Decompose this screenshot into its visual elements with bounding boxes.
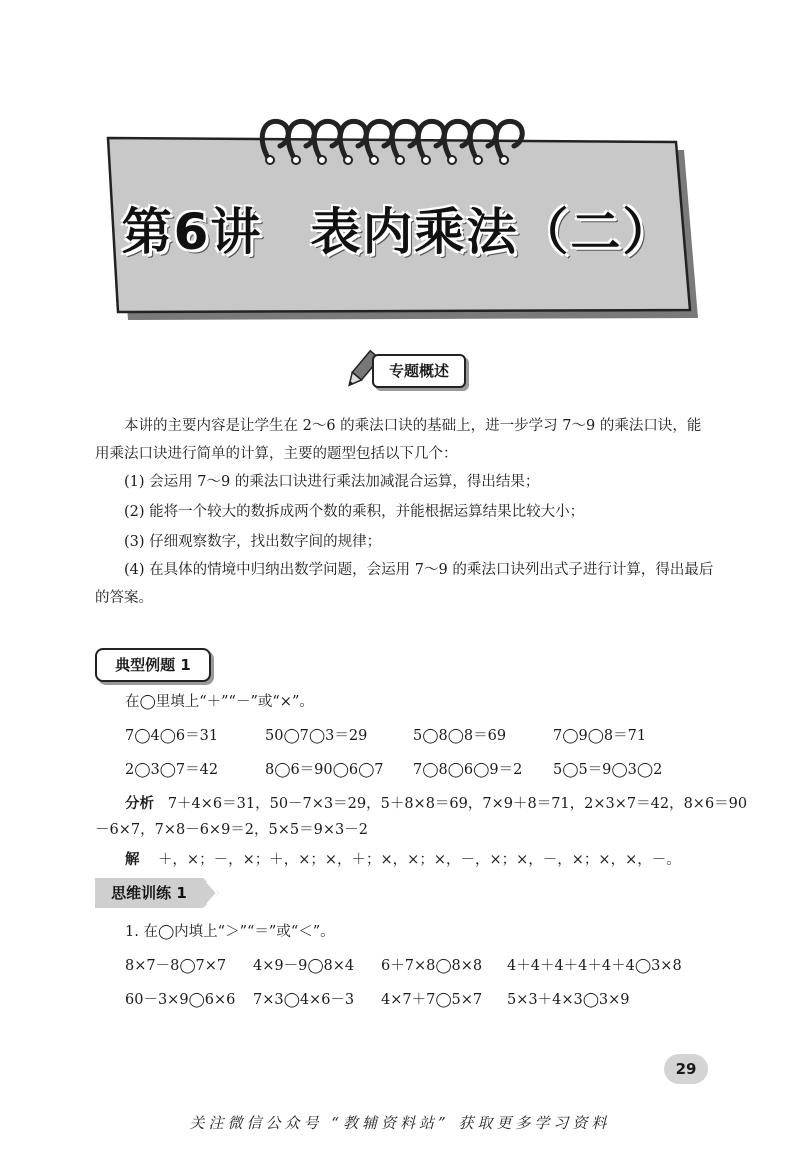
training-item: 60－3×9◯6×6 — [125, 992, 236, 1008]
example-item: 7◯4◯6＝31 — [125, 728, 219, 744]
training-question: 1. 在◯内填上“＞”“＝”或“＜”。 — [125, 924, 335, 940]
training-item: 5×3＋4×3◯3×9 — [507, 992, 630, 1008]
example-item: 7◯9◯8＝71 — [553, 728, 647, 744]
analysis-line-2: －6×7，7×8－6×9＝2，5×5＝9×3－2 — [95, 822, 368, 838]
chapter-topic: 表内乘法（二） — [310, 203, 675, 261]
overview-point-4: (4) 在具体的情境中归纳出数学问题，会运用 7～9 的乘法口诀列出式子进行计算，得出最后的答案。 — [95, 562, 714, 606]
arrow-tab-icon — [203, 878, 225, 908]
footer-note: 关注微信公众号 “教辅资料站” 获取更多学习资料 — [189, 1114, 611, 1132]
training-tag — [95, 878, 225, 908]
solution-label: 解 — [125, 852, 140, 868]
example-item: 2◯3◯7＝42 — [125, 762, 219, 778]
example-item: 5◯5＝9◯3◯2 — [553, 762, 663, 778]
training-item: 7×3◯4×6－3 — [253, 992, 355, 1008]
example-prompt: 在◯里填上“＋”“－”或“×”。 — [125, 694, 314, 710]
overview-point-1: (1) 会运用 7～9 的乘法口诀进行乘法加减混合运算，得出结果； — [124, 474, 540, 490]
overview-label: 专题概述 — [372, 354, 466, 388]
training-row-1 — [125, 954, 705, 978]
example-row-2 — [125, 758, 685, 782]
analysis-label: 分析 — [125, 796, 154, 812]
example-item: 8◯6＝90◯6◯7 — [265, 762, 384, 778]
training-item: 8×7－8◯7×7 — [125, 958, 227, 974]
overview-point-2: (2) 能将一个较大的数拆成两个数的乘积，并能根据运算结果比较大小； — [124, 504, 585, 520]
training-row-2 — [125, 988, 705, 1012]
example-item: 5◯8◯8＝69 — [413, 728, 507, 744]
training-tag-label: 思维训练 1 — [95, 878, 203, 908]
analysis-text: 7＋4×6＝31，50－7×3＝29，5＋8×8＝69，7×9＋8＝71，2×3×7＝42，8×6＝90 — [167, 796, 748, 812]
chapter-number: 第6讲 — [121, 203, 263, 261]
analysis-line-1 — [125, 792, 747, 816]
overview-point-3: (3) 仔细观察数字，找出数字间的规律； — [124, 534, 382, 550]
overview-badge — [342, 348, 472, 392]
training-item: 4×9－9◯8×4 — [253, 958, 355, 974]
overview-paragraph-intro: 本讲的主要内容是让学生在 2～6 的乘法口诀的基础上，进一步学习 7～9 的乘法口诀，能用乘法口诀进行简单的计算，主要的题型包括以下几个： — [95, 418, 702, 462]
solution-line — [125, 848, 681, 872]
example-row-1 — [125, 724, 685, 748]
banner-graphic — [0, 0, 800, 330]
training-item: 4×7＋7◯5×7 — [381, 992, 483, 1008]
training-item: 4＋4＋4＋4＋4＋4◯3×8 — [507, 958, 682, 974]
example-item: 50◯7◯3＝29 — [265, 728, 368, 744]
example-tag: 典型例题 1 — [95, 648, 211, 682]
training-item: 6＋7×8◯8×8 — [381, 958, 483, 974]
page-number: 29 — [664, 1054, 708, 1084]
chapter-banner — [0, 0, 800, 330]
example-item: 7◯8◯6◯9＝2 — [413, 762, 523, 778]
solution-text: ＋，×；－，×；＋，×；×，＋；×，×；×，－，×；×，－，×；×，×，－。 — [157, 852, 681, 868]
chapter-title — [118, 192, 678, 264]
